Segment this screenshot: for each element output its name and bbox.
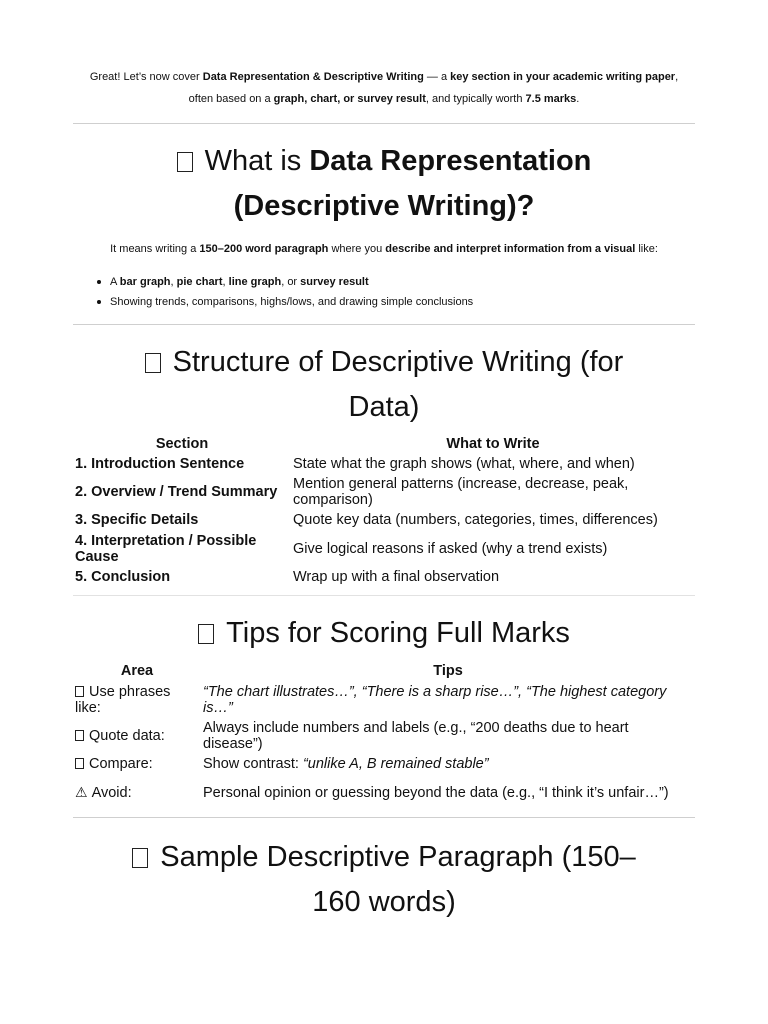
intro-paragraph bbox=[63, 66, 705, 110]
column-header-what-to-write: What to Write bbox=[446, 435, 540, 452]
table-cell: 2. Overview / Trend Summary bbox=[75, 484, 278, 500]
table-cell: ⚠ Avoid: bbox=[75, 784, 132, 801]
divider bbox=[73, 595, 695, 596]
structure-table bbox=[73, 434, 695, 587]
table-cell: Compare: bbox=[73, 754, 201, 774]
column-header-section: Section bbox=[155, 435, 209, 452]
divider bbox=[73, 324, 695, 325]
table-cell: 3. Specific Details bbox=[75, 512, 199, 528]
intro-line-2: often based on a graph, chart, or survey result, and typically worth 7.5 marks. bbox=[188, 93, 580, 105]
column-header-tips: Tips bbox=[433, 662, 463, 679]
table-cell: Mention general patterns (increase, decrease, peak, comparison) bbox=[293, 476, 629, 508]
table-cell: 5. Conclusion bbox=[75, 569, 171, 585]
table-cell: Personal opinion or guessing beyond the data (e.g., “I think it’s unfair…”) bbox=[203, 784, 669, 801]
table-row bbox=[73, 754, 695, 774]
table-cell: Wrap up with a final observation bbox=[293, 569, 500, 585]
table-row bbox=[73, 567, 695, 587]
missing-glyph-icon bbox=[177, 152, 193, 172]
list-item: A bar graph, pie chart, line graph, or survey result bbox=[97, 272, 473, 292]
table-row bbox=[73, 454, 695, 474]
table-cell: Quote key data (numbers, categories, times, differences) bbox=[293, 512, 658, 528]
table-cell: Quote data: bbox=[73, 718, 201, 754]
section3-heading: Tips for Scoring Full Marks bbox=[73, 611, 695, 656]
table-row bbox=[73, 530, 695, 567]
missing-glyph-icon bbox=[198, 624, 214, 644]
missing-glyph-icon bbox=[75, 686, 84, 697]
missing-glyph-icon bbox=[132, 848, 148, 868]
intro-line-1: Great! Let’s now cover Data Representation & Descriptive Writing — a key section in your academic writing paper, bbox=[89, 71, 679, 83]
section4-heading: Sample Descriptive Paragraph (150– 160 words) bbox=[73, 835, 695, 925]
table-cell: “The chart illustrates…”, “There is a sharp rise…”, “The highest category is…” bbox=[203, 683, 667, 716]
table-row bbox=[73, 718, 695, 754]
table-cell: Show contrast: “unlike A, B remained stable” bbox=[203, 756, 489, 772]
section1-bullet-list bbox=[97, 272, 473, 312]
missing-glyph-icon bbox=[145, 353, 161, 373]
warning-icon: ⚠ bbox=[75, 784, 88, 800]
table-cell: Always include numbers and labels (e.g., “200 deaths due to heart disease”) bbox=[203, 720, 629, 752]
table-row bbox=[73, 474, 695, 510]
table-cell: Use phrases like: bbox=[75, 683, 171, 716]
tips-table bbox=[73, 661, 695, 811]
missing-glyph-icon bbox=[75, 730, 84, 741]
missing-glyph-icon bbox=[75, 758, 84, 769]
table-row bbox=[73, 681, 695, 718]
table-header-row bbox=[73, 661, 695, 681]
table-cell: State what the graph shows (what, where, and when) bbox=[293, 456, 635, 472]
table-cell: 1. Introduction Sentence bbox=[75, 456, 245, 472]
divider bbox=[73, 817, 695, 818]
divider bbox=[73, 123, 695, 124]
table-cell: Give logical reasons if asked (why a trend exists) bbox=[293, 540, 608, 557]
column-header-area: Area bbox=[120, 662, 154, 679]
list-item: Showing trends, comparisons, highs/lows, and drawing simple conclusions bbox=[97, 292, 473, 312]
section1-paragraph: It means writing a 150–200 word paragraph where you describe and interpret information from a visual like: bbox=[110, 243, 658, 255]
table-cell: 4. Interpretation / Possible Cause bbox=[75, 532, 257, 565]
section1-heading: What is Data Representation (Descriptive Writing)? bbox=[73, 139, 695, 229]
table-row bbox=[73, 510, 695, 530]
table-row bbox=[73, 774, 695, 811]
section2-heading: Structure of Descriptive Writing (for Data) bbox=[73, 340, 695, 430]
table-header-row bbox=[73, 434, 695, 454]
